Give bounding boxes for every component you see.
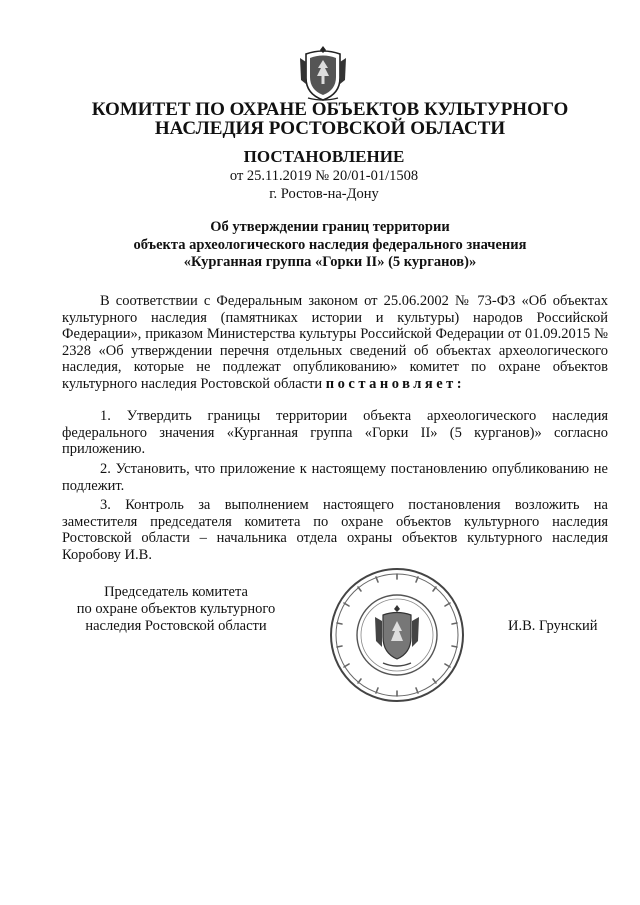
subject-line2: объекта археологического наследия федерального значения (133, 236, 527, 253)
preamble-paragraph (62, 293, 608, 392)
document-place: г. Ростов-на-Дону (269, 186, 379, 202)
subject-line3: «Курганная группа «Горки II» (5 курганов)» (183, 254, 477, 270)
signer-title-line1: Председатель комитета (104, 584, 248, 600)
coat-of-arms-icon (298, 44, 348, 102)
signer-name: И.В. Грунский (508, 618, 598, 634)
preamble-text: В соответствии с Федеральным законом от 25.06.2002 № 73-ФЗ «Об объектах культурного наследия (памятниках истории и культуры) народов Российской Федерации», приказом Министерства культуры Российской Федерации от 01.09.2015 № 2328 «Об утверждении перечня отдельных сведений об объектах археологического наследия, которые не подлежат опубликованию» комитет по охране объектов культурного наследия Ростовской области (62, 293, 608, 392)
signer-title-line3: наследия Ростовской области (85, 618, 267, 634)
organization-name (60, 100, 600, 138)
subject-line1: Об утверждении границ территории (210, 219, 450, 235)
resolves-word: постановляет: (325, 375, 466, 392)
official-seal-icon (323, 565, 471, 705)
item-1-paragraph: 1. Утвердить границы территории объекта археологического наследия федерального значения «Курганная группа «Горки II» (5 курганов)» согласно приложению. (62, 408, 608, 457)
signer-title (60, 584, 292, 635)
document-subject (60, 219, 600, 272)
organization-name-line2: НАСЛЕДИЯ РОСТОВСКОЙ ОБЛАСТИ (154, 118, 506, 139)
document-date-number: от 25.11.2019 № 20/01-01/1508 (229, 168, 419, 184)
item-2-paragraph: 2. Установить, что приложение к настоящему постановлению опубликованию не подлежит. (62, 461, 608, 494)
document-type: ПОСТАНОВЛЕНИЕ (243, 147, 405, 166)
signer-title-line2: по охране объектов культурного (76, 601, 276, 617)
organization-name-line1: КОМИТЕТ ПО ОХРАНЕ ОБЪЕКТОВ КУЛЬТУРНОГО (91, 99, 569, 120)
item-3-paragraph: 3. Контроль за выполнением настоящего постановления возложить на заместителя председателя комитета по охране объектов культурного наследия Ростовской области – начальника отдела охраны объектов культурного наследия Коробову И.В. (62, 497, 608, 563)
document-meta (60, 167, 588, 203)
